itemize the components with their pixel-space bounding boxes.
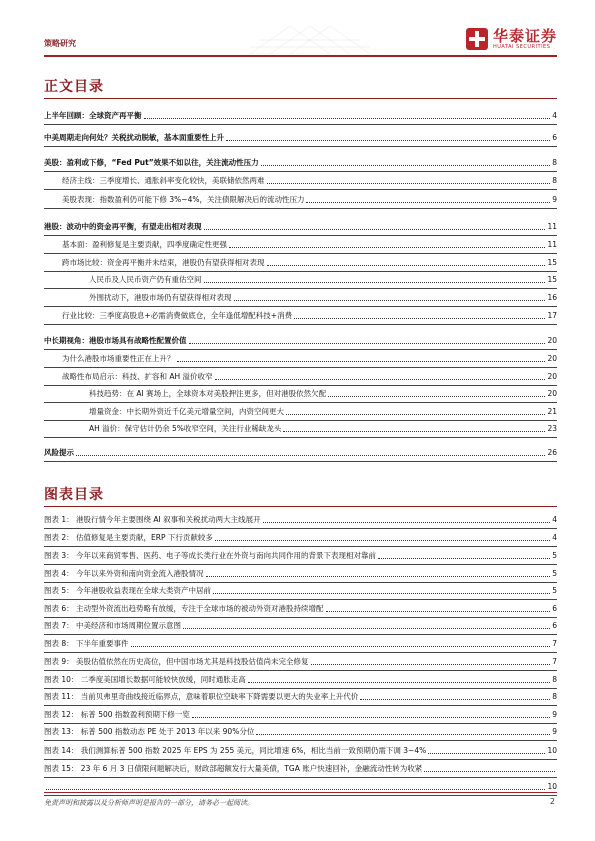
figure-entry-rule	[44, 652, 557, 653]
toc-entry-leader	[306, 193, 550, 203]
toc-entry[interactable]	[89, 422, 557, 436]
toc-entry-leader	[261, 156, 551, 166]
figure-entry-title: 图表 3： 今年以来商贸零售、医药、电子等成长类行业在外资与南向共同作用的背景下表现相对靠前	[44, 549, 378, 563]
figure-entry-rule	[44, 599, 557, 600]
toc-entry-title: 中长期视角：港股市场具有战略性配置价值	[44, 334, 189, 348]
toc-entry-leader	[226, 131, 550, 141]
toc-entry[interactable]	[62, 309, 557, 323]
figure-entry[interactable]	[44, 673, 557, 687]
figure-entry-rule	[44, 564, 557, 565]
header-rule	[44, 55, 557, 57]
figure-entry-page: 4	[550, 513, 557, 527]
toc-entry[interactable]	[62, 238, 557, 252]
figure-entry-page: 6	[550, 619, 557, 633]
toc-entry-page: 16	[545, 291, 557, 305]
figure-entry[interactable]	[44, 655, 557, 669]
figure-entry-leader	[192, 708, 550, 718]
figure-list-title: 图表目录	[44, 487, 104, 503]
figure-entry[interactable]	[44, 602, 557, 616]
figure-entry-leader	[326, 602, 551, 612]
toc-title-rule	[44, 98, 557, 99]
toc-entry-title: 增量资金：中长期外资近千亿美元增量空间，内资空间更大	[89, 405, 286, 419]
figure-entry[interactable]	[44, 637, 557, 651]
figure-entry-title: 图表 4： 今年以来外资和南向资金流入港股情况	[44, 567, 206, 581]
toc-entry[interactable]	[89, 405, 557, 419]
figure-entry-rule	[44, 740, 557, 741]
toc-entry-leader	[283, 422, 545, 432]
figure-entry[interactable]	[44, 690, 557, 704]
figure-entry-page: 5	[550, 549, 557, 563]
figure-entry-page: 8	[550, 673, 557, 687]
toc-entry-leader	[189, 334, 546, 344]
toc-entry-rule	[44, 367, 557, 368]
figure-entry-rule	[44, 795, 557, 796]
figure-entry[interactable]	[44, 619, 557, 633]
figure-entry-rule	[44, 705, 557, 706]
figure-entry[interactable]	[44, 762, 557, 776]
toc-entry[interactable]	[89, 273, 557, 287]
toc-entry-title: AH 溢价：保守估计仍余 5%收窄空间，关注行业稀缺龙头	[89, 422, 283, 436]
header-section-label: 策略研究	[44, 39, 76, 48]
toc-entry-rule	[44, 437, 557, 438]
figure-entry-rule	[44, 723, 557, 724]
footer-disclaimer: 免责声明和披露以及分析师声明是报告的一部分，请务必一起阅读。	[44, 799, 254, 807]
figure-entry[interactable]	[44, 584, 557, 598]
figure-entry-title: 图表 11： 当前贝弗里奇曲线接近临界点，意味着职位空缺率下降需要以更大的失业率上升代价	[44, 690, 360, 704]
figure-entry-title: 图表 5： 今年港股收益表现在全球大类资产中居前	[44, 584, 213, 598]
footer-rule	[44, 792, 557, 793]
figure-entry-leader	[248, 673, 550, 683]
figure-entry-leader	[378, 549, 550, 559]
toc-entry[interactable]	[44, 156, 557, 170]
toc-entry-rule	[44, 324, 557, 325]
brand-logo	[466, 28, 557, 50]
brand-mark-icon	[466, 28, 488, 50]
page-number: 2	[549, 797, 555, 806]
toc-entry[interactable]	[44, 109, 557, 123]
toc-entry-title: 风险提示	[44, 446, 76, 460]
toc-entry[interactable]	[89, 387, 557, 401]
toc-entry-rule	[44, 124, 557, 125]
toc-entry-title: 港股：波动中的资金再平衡，有望走出相对表现	[44, 220, 204, 234]
figure-entry-page: 9	[550, 708, 557, 722]
figure-entry-page	[555, 762, 557, 776]
figure-entry-leader	[263, 513, 551, 523]
toc-entry-rule	[44, 402, 557, 403]
figure-entry[interactable]	[44, 531, 557, 545]
toc-entry-page: 20	[545, 370, 557, 384]
toc-entry-title: 战略性布局启示：科技、扩容和 AH 溢价收窄	[62, 370, 215, 384]
header-decoration	[250, 26, 370, 54]
figure-entry-page: 8	[550, 690, 557, 704]
toc-entry-title: 美股：盈利或下修，“Fed Put”效果不如以往，关注流动性压力	[44, 156, 261, 170]
figure-entry-leader	[131, 637, 551, 647]
toc-entry-title: 人民币及人民币资产仍有重估空间	[89, 273, 204, 287]
figure-entry-rule	[44, 582, 557, 583]
figure-entry-leader	[183, 619, 550, 629]
figure-entry-page: 10	[545, 744, 557, 758]
toc-entry-page: 9	[550, 193, 557, 207]
figure-entry-leader	[424, 762, 555, 772]
figure-entry-title: 图表 13： 标普 500 指数动态 PE 处于 2013 年以来 90%分位	[44, 725, 256, 739]
figure-entry-title: 图表 15： 23 年 6 月 3 日债限问题解决后，财政部超额发行大量美债，TGA 账户快速回补，金融流动性转为收紧	[44, 762, 424, 776]
toc-entry[interactable]	[62, 193, 557, 207]
toc-entry-leader	[294, 309, 545, 319]
figure-entry[interactable]	[44, 725, 557, 739]
toc-entry-leader	[215, 370, 546, 380]
toc-entry-page: 20	[545, 334, 557, 348]
toc-entry-rule	[44, 306, 557, 307]
toc-entry-rule	[44, 288, 557, 289]
toc-entry-page: 6	[550, 131, 557, 145]
figure-entry-title: 图表 14： 我们测算标普 500 指数 2025 年 EPS 为 255 美元，同比增速 6%，相比当前一致预期仍需下调 3~4%	[44, 744, 428, 758]
toc-entry-rule	[44, 146, 557, 147]
toc-entry-page: 21	[545, 405, 557, 419]
toc-entry[interactable]	[62, 174, 557, 188]
toc-entry-leader	[204, 220, 546, 230]
figure-entry-rule	[44, 777, 557, 778]
figure-entry-page: 9	[550, 725, 557, 739]
toc-entry-page: 23	[545, 422, 557, 436]
toc-entry-rule	[44, 461, 557, 462]
toc-entry-leader	[177, 352, 546, 362]
figure-entry-page: 6	[550, 602, 557, 616]
toc-entry-rule	[44, 349, 557, 350]
toc-entry-leader	[286, 405, 545, 415]
toc-entry-leader	[234, 291, 546, 301]
toc-entry-page: 15	[545, 273, 557, 287]
brand-name: 华泰证券	[492, 27, 557, 45]
toc-entry-rule	[44, 271, 557, 272]
figure-entry[interactable]	[44, 744, 557, 758]
figure-entry-rule	[44, 670, 557, 671]
toc-entry-page: 11	[545, 238, 557, 252]
toc-entry-page: 15	[545, 256, 557, 270]
brand-name-en: HUATAI SECURITIES	[492, 44, 551, 50]
figure-entry-leader	[213, 584, 550, 594]
toc-entry-rule	[44, 171, 557, 172]
toc-entry[interactable]	[44, 220, 557, 234]
figure-list-title-rule	[44, 506, 557, 507]
figure-entry[interactable]	[44, 708, 557, 722]
figure-entry-leader	[360, 690, 550, 700]
toc-entry[interactable]	[89, 291, 557, 305]
toc-title: 正文目录	[44, 79, 104, 95]
toc-entry-page: 20	[545, 352, 557, 366]
toc-entry-title: 外围扰动下，港股市场仍有望获得相对表现	[89, 291, 234, 305]
figure-entry-page: 7	[550, 655, 557, 669]
toc-entry[interactable]	[44, 131, 557, 145]
figure-entry[interactable]	[44, 549, 557, 563]
figure-entry[interactable]	[44, 513, 557, 527]
toc-entry-title: 为什么港股市场重要性正在上升？	[62, 352, 177, 366]
figure-entry-title: 图表 10： 二季度美国增长数据可能较快放缓，同时通胀走高	[44, 673, 248, 687]
toc-entry-rule	[44, 189, 557, 190]
figure-entry-leader	[428, 744, 545, 754]
figure-entry-page: 7	[550, 637, 557, 651]
figure-entry-page: 10	[545, 780, 557, 794]
toc-entry-rule	[44, 420, 557, 421]
figure-entry-title: 图表 12： 标普 500 指数盈利预期下修一览	[44, 708, 192, 722]
toc-entry-title: 上半年回顾：全球资产再平衡	[44, 109, 144, 123]
figure-entry-title: 图表 6： 主动型外资流出趋势略有放缓，专注于全球市场的被动外资对港股持续增配	[44, 602, 326, 616]
toc-entry-rule	[44, 208, 557, 209]
figure-entry-title: 图表 2： 估值修复是主要贡献，ERP 下行贡献较多	[44, 531, 215, 545]
toc-entry[interactable]	[44, 334, 557, 348]
figure-entry-leader	[256, 725, 550, 735]
figure-entry[interactable]	[44, 567, 557, 581]
figure-entry-rule	[44, 528, 557, 529]
figure-entry-page: 4	[550, 531, 557, 545]
toc-entry-page: 17	[545, 309, 557, 323]
toc-entry-page: 20	[545, 387, 557, 401]
figure-entry-rule	[44, 617, 557, 618]
figure-entry-rule	[44, 546, 557, 547]
toc-entry-rule	[44, 253, 557, 254]
toc-entry-rule	[44, 385, 557, 386]
toc-entry-leader	[76, 446, 545, 456]
toc-entry-page: 4	[550, 109, 557, 123]
toc-entry-rule	[44, 235, 557, 236]
figure-entry-leader	[206, 567, 551, 577]
toc-entry-title: 行业比较：三季度高股息+必需消费做底仓，全年逢低增配科技+消费	[62, 309, 294, 323]
toc-entry-page: 8	[550, 156, 557, 170]
toc-entry-title: 经济主线：三季度增长、通胀斜率变化较快，美联储依然两难	[62, 174, 267, 188]
toc-entry-title: 基本面：盈利修复是主要贡献，四季度确定性更强	[62, 238, 229, 252]
toc-entry-page: 26	[545, 446, 557, 460]
toc-entry-page: 11	[545, 220, 557, 234]
toc-entry[interactable]	[44, 446, 557, 460]
toc-entry-title: 科技趋势：在 AI 赛场上，全球资本对美股押注更多，但对港股依然欠配	[89, 387, 328, 401]
toc-entry[interactable]	[62, 256, 557, 270]
figure-entry-rule	[44, 634, 557, 635]
toc-entry-leader	[229, 238, 545, 248]
toc-entry-title: 中美周期走向何处？关税扰动脱敏，基本面重要性上升	[44, 131, 226, 145]
toc-entry-leader	[144, 109, 551, 119]
figure-entry-rule	[44, 759, 557, 760]
figure-entry-title: 图表 8： 下半年重要事件	[44, 637, 131, 651]
figure-entry-title: 图表 1： 港股行情今年主要围绕 AI 叙事和关税扰动两大主线展开	[44, 513, 263, 527]
figure-entry-leader	[311, 655, 551, 665]
toc-entry-title: 跨市场比较：资金再平衡并未结束，港股仍有望获得相对表现	[62, 256, 267, 270]
figure-entry-leader	[46, 780, 545, 790]
toc-entry-page: 8	[550, 174, 557, 188]
toc-entry-leader	[328, 387, 545, 397]
figure-entry-rule	[44, 688, 557, 689]
figure-entry-title: 图表 9： 美股估值依然在历史高位，但中国市场尤其是科技股估值尚未完全修复	[44, 655, 311, 669]
toc-entry-leader	[267, 256, 546, 266]
figure-entry-page: 5	[550, 584, 557, 598]
figure-entry-page: 5	[550, 567, 557, 581]
toc-entry-leader	[267, 174, 551, 184]
toc-entry[interactable]	[62, 352, 557, 366]
figure-entry-leader	[215, 531, 550, 541]
toc-entry[interactable]	[62, 370, 557, 384]
toc-entry-leader	[204, 273, 546, 283]
toc-entry-title: 美股表现：指数盈利仍可能下修 3%~4%，关注债限解决后的流动性压力	[62, 193, 306, 207]
figure-entry-title: 图表 7： 中美经济和市场周期位置示意图	[44, 619, 183, 633]
